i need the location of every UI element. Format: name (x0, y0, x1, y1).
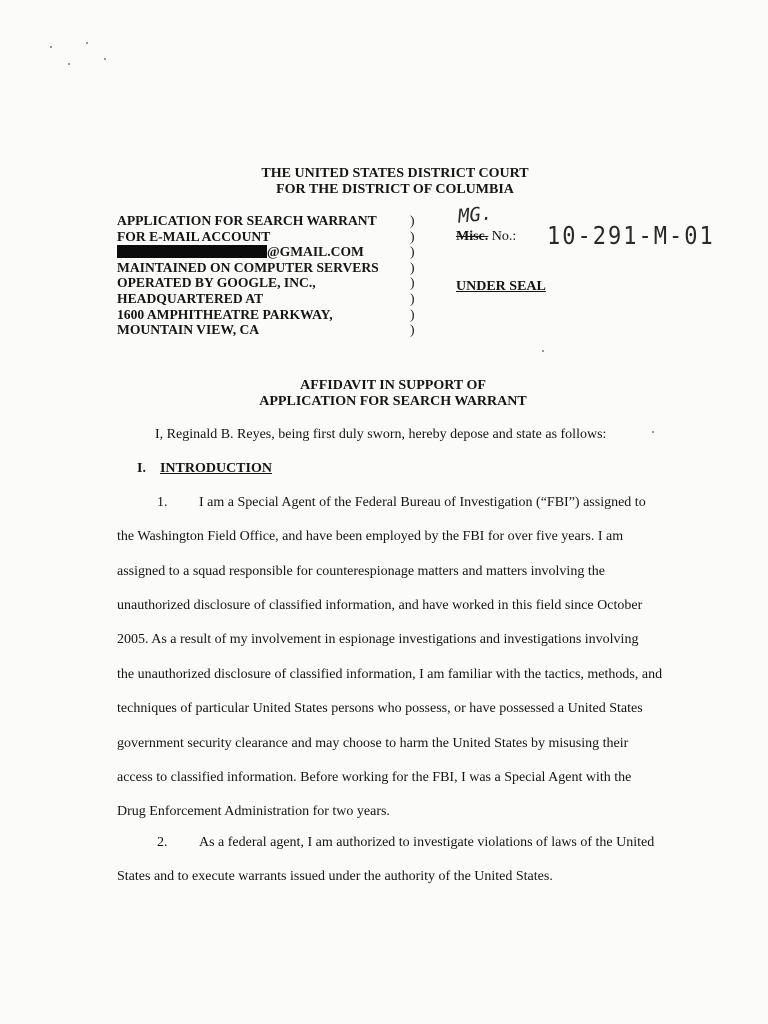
paragraph-number: 2. (157, 835, 168, 850)
affidavit-subtitle: APPLICATION FOR SEARCH WARRANT (259, 394, 527, 409)
paragraph-line: 2005. As a result of my involvement in espionage investigations and investigations involving (117, 632, 639, 647)
intro-statement: I, Reginald B. Reyes, being first duly sworn, hereby depose and state as follows: (155, 427, 607, 442)
court-title: THE UNITED STATES DISTRICT COURT (261, 166, 529, 181)
case-caption (117, 213, 379, 338)
paragraph-line: the unauthorized disclosure of classified information, I am familiar with the tactics, methods, and (117, 667, 663, 682)
redaction-bar (117, 245, 267, 258)
paragraph-line: assigned to a squad responsible for counterespionage matters and matters involving the (117, 564, 605, 579)
paragraph-line: As a federal agent, I am authorized to investigate violations of laws of the United (199, 835, 655, 850)
scan-speck (104, 58, 106, 60)
caption-line: 1600 AMPHITHEATRE PARKWAY, (117, 306, 333, 322)
paragraph-line: I am a Special Agent of the Federal Bureau of Investigation (“FBI”) assigned to (199, 495, 646, 510)
paragraph-line: States and to execute warrants issued under the authority of the United States. (117, 869, 553, 884)
caption-parentheses: ) ) ) ) ) ) ) ) (410, 213, 415, 338)
caption-line: HEADQUARTERED AT (117, 290, 264, 306)
caption-line: MAINTAINED ON COMPUTER SERVERS (117, 259, 379, 275)
handwritten-mj-note: MG. (456, 202, 494, 228)
misc-number-label: Misc. No.: (456, 229, 517, 244)
section-heading: I. INTRODUCTION (137, 461, 272, 476)
court-district: FOR THE DISTRICT OF COLUMBIA (276, 182, 514, 197)
caption-line: MOUNTAIN VIEW, CA (117, 322, 260, 338)
scan-speck (50, 46, 52, 48)
affidavit-title: AFFIDAVIT IN SUPPORT OF (300, 378, 486, 393)
paragraph-line: access to classified information. Before working for the FBI, I was a Special Agent with the (117, 770, 632, 785)
under-seal: UNDER SEAL (456, 279, 546, 294)
paragraph-line: the Washington Field Office, and have been employed by the FBI for over five years. I am (117, 529, 624, 544)
scan-speck (86, 42, 88, 44)
case-number: 10-291-M-01 (547, 222, 715, 251)
paragraph-line: unauthorized disclosure of classified information, and have worked in this field since October (117, 598, 643, 613)
paragraph-line: Drug Enforcement Administration for two years. (117, 804, 390, 819)
paragraph-number: 1. (157, 495, 168, 510)
caption-line: OPERATED BY GOOGLE, INC., (117, 275, 316, 291)
scan-speck (68, 63, 70, 65)
caption-line: APPLICATION FOR SEARCH WARRANT (117, 213, 377, 228)
paragraph-line: government security clearance and may choose to harm the United States by misusing their (117, 736, 629, 751)
caption-line-email: @GMAIL.COM (117, 244, 379, 260)
scan-speck (652, 431, 654, 433)
caption-line: FOR E-MAIL ACCOUNT (117, 228, 271, 244)
paragraph-line: techniques of particular United States persons who possess, or have possessed a United States (117, 701, 643, 716)
scan-speck (542, 350, 544, 352)
